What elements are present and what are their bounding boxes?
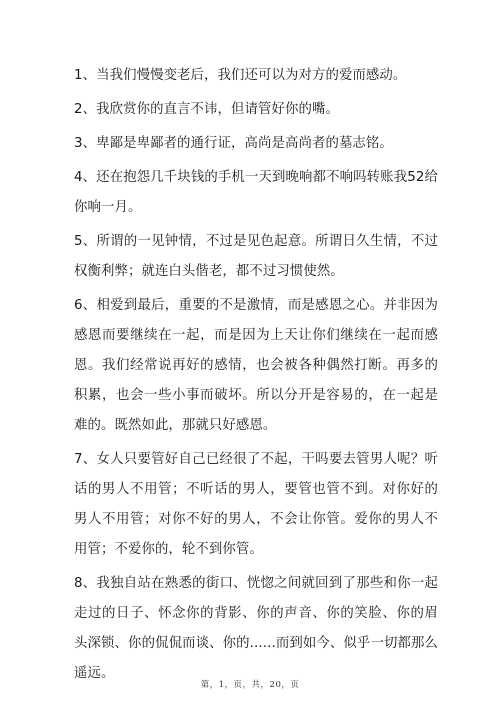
paragraph-3: 3、卑鄙是卑鄙者的通行证，高尚是高尚者的墓志铭。 bbox=[74, 136, 393, 151]
paragraph-4: 4、还在抱怨几千块钱的手机一天到晚响都不响吗转账我52给你响一月。 bbox=[74, 170, 438, 215]
paragraph-1: 1、当我们慢慢变老后，我们还可以为对方的爱而感动。 bbox=[74, 68, 407, 83]
paragraph-2: 2、我欣赏你的直言不讳，但请管好你的嘴。 bbox=[74, 102, 339, 117]
page-number-footer: 第，1，页，共，20，页 bbox=[200, 680, 300, 690]
paragraph-7: 7、女人只要管好自己已经很了不起，干吗要去管男人呢？听话的男人不用管；不听话的男人，要管也管不到。对你好的男人不用管；对你不好的男人，不会让你管。爱你的男人不用管；不爱你的，轮不到你管。 bbox=[74, 452, 438, 557]
paragraph-5: 5、所谓的一见钟情，不过是见色起意。所谓日久生情，不过权衡利弊；就连白头偕老，都不过习惯使然。 bbox=[74, 234, 438, 279]
document-body bbox=[74, 61, 438, 689]
paragraph-8: 8、我独自站在熟悉的街口、恍惚之间就回到了那些和你一起走过的日子、怀念你的背影、你的声音、你的笑脸、你的眉头深锁、你的侃侃而谈、你的......而到如今、似乎一切都那么遥远。 bbox=[74, 576, 438, 681]
paragraph-6: 6、相爱到最后，重要的不是激情，而是感恩之心。并非因为感恩而要继续在一起，而是因为上天让你们继续在一起而感恩。我们经常说再好的感情，也会被各种偶然打断。再多的积累，也会一些小事而破坏。所以分开是容易的，在一起是难的。既然如此，那就只好感恩。 bbox=[74, 298, 438, 433]
